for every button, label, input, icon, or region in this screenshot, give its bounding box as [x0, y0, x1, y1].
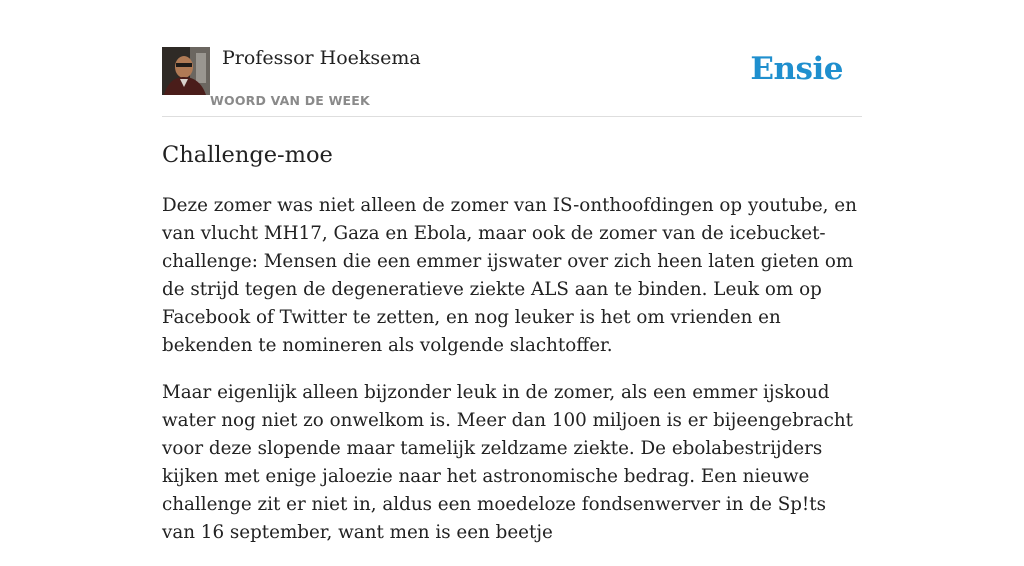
article-header — [162, 0, 862, 117]
avatar-photo-icon — [162, 47, 210, 95]
article-paragraph-1: Deze zomer was niet alleen de zomer van IS-onthoofdingen op youtube, en van vlucht MH17, Gaza en Ebola, maar ook de zomer van de icebucket-challenge: Mensen die een emmer ijswater over zich heen laten gieten om de strijd tegen de degeneratieve ziekte ALS aan te binden. Leuk om op Facebook of Twitter te zetten, en nog leuker is het om vrienden en bekenden te nomineren als volgende slachtoffer. — [162, 195, 857, 356]
article-title: Challenge-moe — [162, 142, 333, 168]
ensie-logo[interactable]: Ensie — [750, 51, 843, 87]
article-body — [162, 192, 864, 566]
category-label[interactable]: WOORD VAN DE WEEK — [210, 93, 370, 108]
article-paragraph-2: Maar eigenlijk alleen bijzonder leuk in de zomer, als een emmer ijskoud water nog niet zo onwelkom is. Meer dan 100 miljoen is er bijeengebracht voor deze slopende maar tamelijk zeldzame ziekte. De ebolabestrijders kijken met enige jaloezie naar het astronomische bedrag. Een nieuwe challenge zit er niet in, aldus een moedeloze fondsenwerver in de Sp!ts van 16 september, want men is een beetje — [162, 382, 853, 543]
author-avatar[interactable] — [162, 47, 210, 95]
article-card — [162, 0, 862, 543]
author-name[interactable]: Professor Hoeksema — [222, 47, 421, 69]
